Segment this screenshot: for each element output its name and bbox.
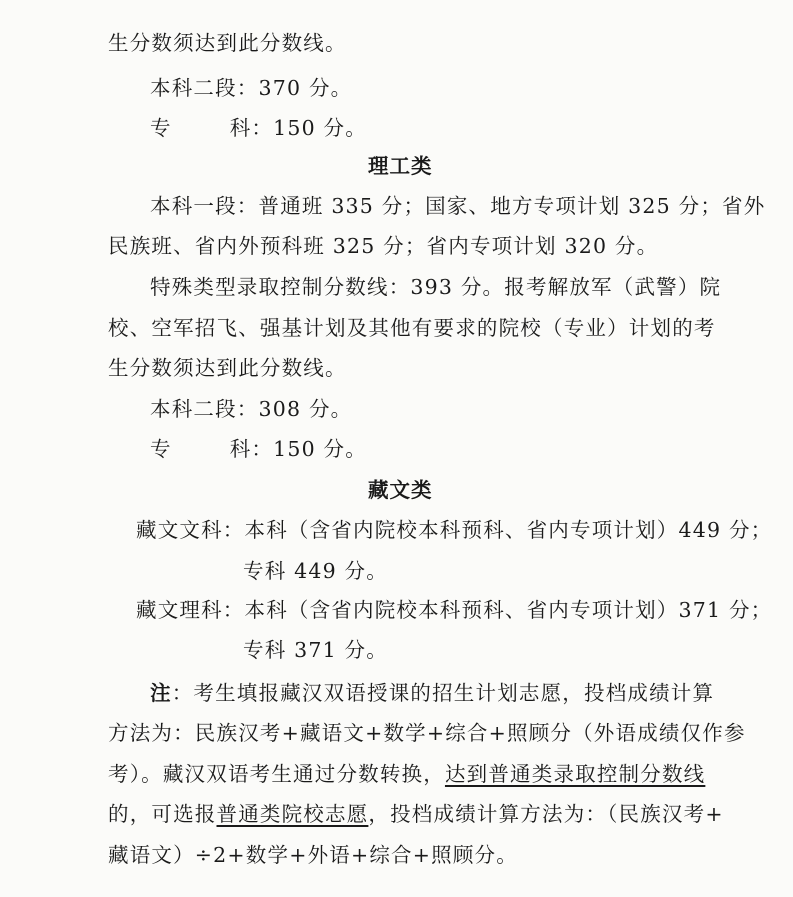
- text-line: [108, 804, 724, 825]
- text-line: 民族班、省内外预科班 325 分；省内专项计划 320 分。: [108, 234, 659, 258]
- section-heading: 理工类: [368, 154, 433, 178]
- text-line: [108, 764, 705, 785]
- text-fragment: 专: [150, 116, 172, 140]
- underlined-text: 普通类院校志愿: [216, 802, 369, 826]
- text-line: [150, 439, 367, 460]
- text-line: 方法为：民族汉考+藏语文+数学+综合+照顾分（外语成绩仅作参: [108, 721, 746, 745]
- text-line: 专科 371 分。: [243, 638, 388, 662]
- text-fragment: 科：150 分。: [229, 116, 367, 140]
- text-line: 校、空军招飞、强基计划及其他有要求的院校（专业）计划的考: [108, 316, 716, 340]
- text-line: 藏语文）÷2+数学+外语+综合+照顾分。: [108, 843, 518, 867]
- text-fragment: 科：150 分。: [229, 437, 367, 461]
- text-fragment: 考）。藏汉双语考生通过分数转换，: [108, 762, 445, 786]
- text-line: 藏文理科：本科（含省内院校本科预科、省内专项计划）371 分；: [136, 598, 773, 622]
- note-line: [150, 683, 714, 704]
- text-fragment: 的，可选报: [108, 802, 217, 826]
- text-line: 本科二段：370 分。: [150, 76, 353, 100]
- text-line: 专科 449 分。: [243, 559, 388, 583]
- underlined-text: 达到普通类录取控制分数线: [444, 762, 706, 786]
- text-fragment: 专: [150, 437, 172, 461]
- section-heading: 藏文类: [368, 478, 433, 502]
- text-line: 生分数须达到此分数线。: [108, 31, 347, 55]
- text-line: 特殊类型录取控制分数线：393 分。报考解放军（武警）院: [150, 275, 722, 299]
- note-label: 注: [150, 681, 172, 705]
- text-line: 生分数须达到此分数线。: [108, 356, 347, 380]
- text-fragment: ，投档成绩计算方法为：（民族汉考+: [368, 802, 724, 826]
- text-line: 本科一段：普通班 335 分；国家、地方专项计划 325 分；省外: [150, 194, 766, 218]
- text-fragment: ：考生填报藏汉双语授课的招生计划志愿，投档成绩计算: [171, 681, 715, 705]
- text-line: 藏文文科：本科（含省内院校本科预科、省内专项计划）449 分；: [136, 518, 773, 542]
- text-line: 本科二段：308 分。: [150, 397, 353, 421]
- text-line: [150, 118, 367, 139]
